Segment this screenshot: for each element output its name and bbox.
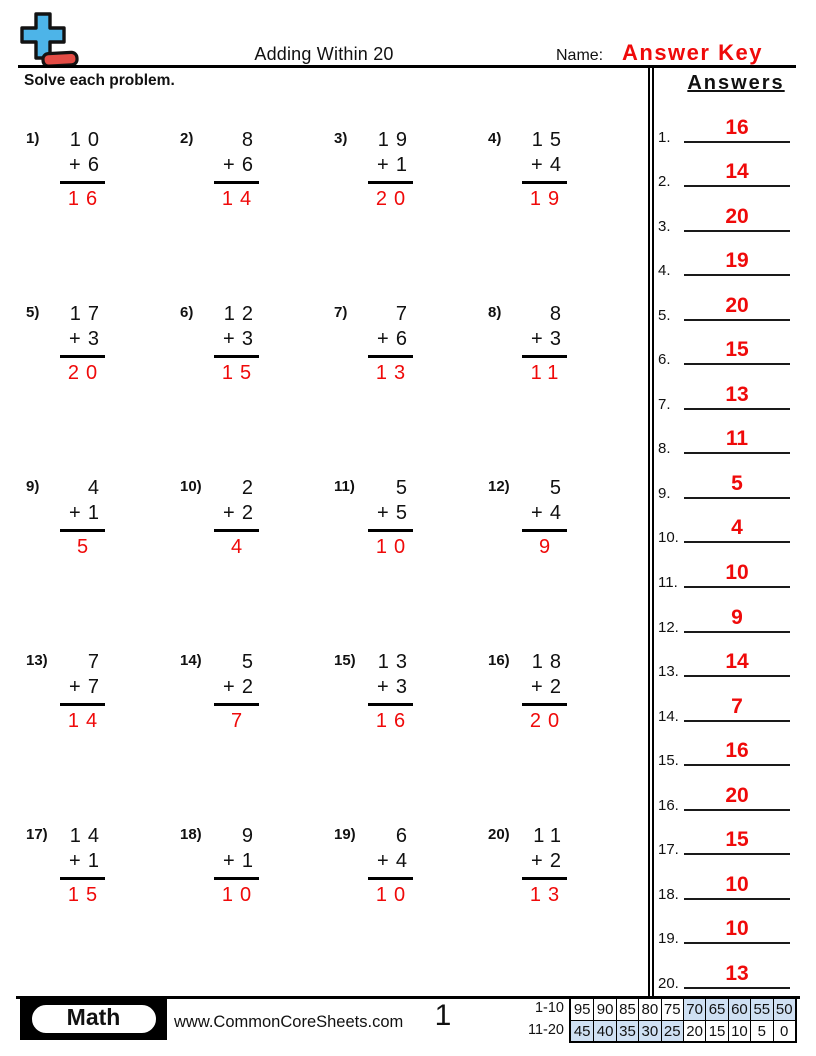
problem-bottom-operand: 6 <box>241 154 260 176</box>
answer-item-value: 15 <box>725 828 749 852</box>
answer-item-number: 1. <box>658 128 671 146</box>
answer-item <box>656 639 816 684</box>
answer-item-line <box>684 987 790 989</box>
answer-item-line <box>684 586 790 588</box>
problem <box>488 818 642 992</box>
problem <box>334 818 488 992</box>
problem-number: 11) <box>334 478 355 495</box>
score-cell: 85 <box>616 999 638 1020</box>
problem-answer: 20 <box>529 710 567 732</box>
problem-work <box>60 824 105 908</box>
answer-item-number: 17. <box>658 841 679 859</box>
problem-top-operand: 10 <box>69 129 106 151</box>
problem-bottom-row <box>377 327 414 352</box>
score-row-label: 1-10 <box>534 1000 564 1016</box>
answer-item <box>656 416 816 461</box>
problem-work <box>522 302 567 386</box>
answer-item-line <box>684 720 790 722</box>
problem-bottom-operand: 1 <box>241 850 260 872</box>
problems-grid <box>26 122 642 992</box>
answer-item-number: 11. <box>658 574 678 592</box>
problem-answer: 13 <box>529 884 567 906</box>
score-cell: 30 <box>638 1020 660 1041</box>
problem-work <box>368 302 413 386</box>
answer-item <box>656 906 816 951</box>
problem-operands <box>522 476 567 532</box>
answer-item-value: 20 <box>725 783 749 807</box>
problem-work <box>214 302 259 386</box>
problem-bottom-row <box>223 327 260 352</box>
problem <box>180 644 334 818</box>
answer-item-line <box>684 319 790 321</box>
problem-top-operand: 15 <box>531 129 568 151</box>
problem-number: 9) <box>26 478 40 495</box>
subject-badge <box>20 997 167 1040</box>
problem-operands <box>60 476 105 532</box>
problem-operands <box>368 650 413 706</box>
problem-work <box>214 824 259 908</box>
answer-item-value: 5 <box>731 471 743 495</box>
problem-bottom-row <box>531 153 568 178</box>
problem-answer: 16 <box>375 710 413 732</box>
problem <box>488 122 642 296</box>
problem-bottom-operand: 3 <box>549 328 568 350</box>
answer-item-line <box>684 942 790 944</box>
problem-top-operand: 9 <box>241 825 260 847</box>
problem-work <box>368 476 413 560</box>
problem-bottom-operand: 2 <box>549 850 568 872</box>
answer-item-number: 7. <box>658 395 671 413</box>
problem <box>26 818 180 992</box>
problem-operands <box>60 650 105 706</box>
problem-bottom-operand: 5 <box>395 502 414 524</box>
answer-item-value: 13 <box>725 961 749 985</box>
problem-number: 16) <box>488 652 510 669</box>
problem-answer: 4 <box>230 536 250 558</box>
problem-answer: 5 <box>76 536 96 558</box>
problem <box>26 470 180 644</box>
answer-item-line <box>684 274 790 276</box>
problem-answer: 19 <box>529 188 567 210</box>
problem-number: 20) <box>488 826 510 843</box>
answer-item <box>656 104 816 149</box>
problem-top-operand: 19 <box>377 129 414 151</box>
sidebar-divider <box>648 68 654 997</box>
problem-operands <box>214 650 259 706</box>
answer-item-number: 13. <box>658 663 679 681</box>
answer-item-value: 15 <box>725 338 749 362</box>
plus-operator: + <box>531 502 543 524</box>
plus-operator: + <box>531 676 543 698</box>
problem <box>26 122 180 296</box>
answer-item-line <box>684 363 790 365</box>
problem-operands <box>60 824 105 880</box>
answer-item-line <box>684 853 790 855</box>
answer-item-value: 10 <box>725 872 749 896</box>
answer-key-text: Answer Key <box>622 40 763 65</box>
score-table <box>518 997 797 1043</box>
score-cell: 45 <box>571 1020 593 1041</box>
problem-bottom-row <box>377 501 414 526</box>
score-cell: 95 <box>573 1001 591 1018</box>
score-cell: 0 <box>773 1020 795 1041</box>
problem-bottom-operand: 7 <box>87 676 106 698</box>
problem-top-operand: 5 <box>395 477 414 499</box>
problem-bottom-row <box>223 153 260 178</box>
answer-item-value: 11 <box>725 427 749 451</box>
problem-work <box>522 128 567 212</box>
answer-item-value: 10 <box>725 561 749 585</box>
score-cell: 15 <box>705 1020 727 1041</box>
problem <box>26 296 180 470</box>
problem-operands <box>214 128 259 184</box>
answer-item-number: 4. <box>658 262 671 280</box>
problem-answer: 14 <box>67 710 105 732</box>
answer-item-number: 19. <box>658 930 679 948</box>
plus-operator: + <box>69 328 81 350</box>
problem-bottom-row <box>531 327 568 352</box>
score-cell: 35 <box>616 1020 638 1041</box>
score-row-label: 11-20 <box>527 1022 564 1038</box>
answer-item <box>656 817 816 862</box>
problem-bottom-operand: 4 <box>395 850 414 872</box>
problem-bottom-operand: 3 <box>395 676 414 698</box>
problem-operands <box>522 302 567 358</box>
problem-number: 12) <box>488 478 510 495</box>
answer-item <box>656 327 816 372</box>
problem <box>488 296 642 470</box>
problem-bottom-operand: 2 <box>549 676 568 698</box>
score-cell: 25 <box>661 1020 683 1041</box>
problem <box>488 644 642 818</box>
answer-item-number: 20. <box>658 974 679 992</box>
answer-item-value: 4 <box>731 516 743 540</box>
answer-item-line <box>684 408 790 410</box>
score-cell: 65 <box>705 999 727 1020</box>
problem-work <box>522 476 567 560</box>
answer-item-number: 2. <box>658 173 671 191</box>
problem-bottom-row <box>223 849 260 874</box>
problem-bottom-row <box>69 327 106 352</box>
answer-item-line <box>684 764 790 766</box>
answer-item-line <box>684 185 790 187</box>
problem <box>180 296 334 470</box>
problem-bottom-operand: 2 <box>241 676 260 698</box>
plus-operator: + <box>69 850 81 872</box>
problem-number: 13) <box>26 652 48 669</box>
problem-bottom-row <box>531 849 568 874</box>
page-number: 1 <box>434 999 452 1032</box>
problem-top-operand: 11 <box>533 825 568 847</box>
answers-title: Answers <box>687 72 785 94</box>
answer-item-value: 19 <box>725 249 749 273</box>
problem-number: 8) <box>488 304 502 321</box>
answer-item-line <box>684 141 790 143</box>
problem-top-operand: 7 <box>87 651 106 673</box>
website-url: www.CommonCoreSheets.com <box>174 1013 404 1031</box>
problem-top-operand: 5 <box>549 477 568 499</box>
problem-bottom-operand: 1 <box>87 850 106 872</box>
problem-top-operand: 5 <box>241 651 260 673</box>
answer-item-line <box>684 497 790 499</box>
problem-top-operand: 2 <box>241 477 260 499</box>
problem-operands <box>522 824 567 880</box>
answer-item-line <box>684 452 790 454</box>
answer-item <box>656 683 816 728</box>
problem-operands <box>522 128 567 184</box>
problem-number: 15) <box>334 652 356 669</box>
problem-number: 10) <box>180 478 202 495</box>
problem-bottom-row <box>531 675 568 700</box>
problem-bottom-row <box>69 849 106 874</box>
problem-top-operand: 6 <box>395 825 414 847</box>
problem-number: 18) <box>180 826 202 843</box>
answer-item <box>656 505 816 550</box>
problem-work <box>60 650 105 734</box>
answer-item-value: 9 <box>731 605 743 629</box>
score-cell: 40 <box>593 1020 615 1041</box>
problem-bottom-operand: 4 <box>549 154 568 176</box>
problem <box>334 644 488 818</box>
problem-work <box>60 476 105 560</box>
problem <box>334 122 488 296</box>
problem-bottom-row <box>69 675 106 700</box>
problem-bottom-operand: 1 <box>395 154 414 176</box>
answer-item <box>656 861 816 906</box>
problem-number: 2) <box>180 130 194 147</box>
problem-answer: 15 <box>221 362 259 384</box>
problem-bottom-operand: 4 <box>549 502 568 524</box>
answer-item-line <box>684 809 790 811</box>
answer-item-value: 10 <box>725 917 749 941</box>
problem-operands <box>60 128 105 184</box>
answer-item-value: 14 <box>725 160 749 184</box>
problem-top-operand: 8 <box>241 129 260 151</box>
answer-item-line <box>684 631 790 633</box>
plus-operator: + <box>223 328 235 350</box>
problem-answer: 10 <box>375 536 413 558</box>
plus-operator: + <box>69 676 81 698</box>
problem <box>334 470 488 644</box>
problem-bottom-row <box>69 153 106 178</box>
problem-operands <box>214 302 259 358</box>
problem-bottom-operand: 3 <box>241 328 260 350</box>
problem <box>180 818 334 992</box>
plus-operator: + <box>69 154 81 176</box>
answer-item-number: 5. <box>658 306 671 324</box>
problem-number: 14) <box>180 652 202 669</box>
answer-item-number: 14. <box>658 707 679 725</box>
problem-work <box>368 128 413 212</box>
problem-bottom-operand: 6 <box>395 328 414 350</box>
score-cell: 70 <box>683 999 705 1020</box>
problem-bottom-row <box>223 501 260 526</box>
plus-operator: + <box>531 328 543 350</box>
worksheet-title: Adding Within 20 <box>254 44 394 64</box>
answer-item-value: 14 <box>725 650 749 674</box>
problem-work <box>60 302 105 386</box>
problem-answer: 15 <box>67 884 105 906</box>
answer-item-number: 3. <box>658 217 671 235</box>
problem-answer: 10 <box>375 884 413 906</box>
problem-bottom-operand: 3 <box>87 328 106 350</box>
answer-item-value: 13 <box>725 382 749 406</box>
answer-item-line <box>684 898 790 900</box>
score-cell: 60 <box>728 999 750 1020</box>
answer-item-number: 12. <box>658 618 679 636</box>
plus-operator: + <box>223 502 235 524</box>
problem-work <box>368 650 413 734</box>
score-cell: 55 <box>750 999 772 1020</box>
answer-item <box>656 238 816 283</box>
score-cell: 80 <box>638 999 660 1020</box>
problem-number: 6) <box>180 304 194 321</box>
answer-item-number: 16. <box>658 796 679 814</box>
plus-operator: + <box>531 154 543 176</box>
answer-item-value: 16 <box>725 115 749 139</box>
plus-operator: + <box>69 502 81 524</box>
problem-answer: 14 <box>221 188 259 210</box>
problem-bottom-row <box>377 849 414 874</box>
answer-item <box>656 193 816 238</box>
plus-operator: + <box>377 502 389 524</box>
answer-item-number: 10. <box>658 529 679 547</box>
problem-top-operand: 12 <box>223 303 260 325</box>
name-label: Name: <box>556 47 604 64</box>
problem-number: 5) <box>26 304 40 321</box>
problem-operands <box>368 824 413 880</box>
answer-item-number: 18. <box>658 885 679 903</box>
problem-answer: 10 <box>221 884 259 906</box>
score-cell: 10 <box>728 1020 750 1041</box>
problem-number: 19) <box>334 826 356 843</box>
score-cell: 75 <box>661 999 683 1020</box>
answer-item <box>656 950 816 995</box>
answer-item-value: 7 <box>731 694 743 718</box>
problem-answer: 13 <box>375 362 413 384</box>
problem-operands <box>60 302 105 358</box>
problem-operands <box>368 476 413 532</box>
answer-item <box>656 728 816 773</box>
problem-top-operand: 17 <box>69 303 106 325</box>
problem-top-operand: 7 <box>395 303 414 325</box>
answer-item-value: 20 <box>725 204 749 228</box>
answer-item-line <box>684 675 790 677</box>
answer-item <box>656 282 816 327</box>
problem-work <box>214 650 259 734</box>
instruction-text: Solve each problem. <box>24 72 175 89</box>
score-grid <box>569 997 797 1043</box>
answer-item <box>656 594 816 639</box>
plus-operator: + <box>223 850 235 872</box>
plus-operator: + <box>377 676 389 698</box>
problem-operands <box>214 824 259 880</box>
answer-item-number: 8. <box>658 440 671 458</box>
problem-top-operand: 13 <box>377 651 414 673</box>
problem <box>488 470 642 644</box>
problem <box>180 470 334 644</box>
answer-item <box>656 371 816 416</box>
problem-number: 7) <box>334 304 348 321</box>
problem-work <box>214 128 259 212</box>
problem-number: 1) <box>26 130 40 147</box>
plus-operator: + <box>223 676 235 698</box>
problem-answer: 11 <box>530 362 566 384</box>
subject-badge-label: Math <box>29 1002 159 1036</box>
score-cell: 5 <box>750 1020 772 1041</box>
problem-top-operand: 4 <box>87 477 106 499</box>
answer-item <box>656 149 816 194</box>
problem-number: 3) <box>334 130 348 147</box>
problem-top-operand: 14 <box>69 825 106 847</box>
problem-operands <box>522 650 567 706</box>
answer-item-number: 15. <box>658 752 679 770</box>
problem-top-operand: 18 <box>531 651 568 673</box>
problem-work <box>522 650 567 734</box>
problem-answer: 9 <box>538 536 558 558</box>
problem-answer: 20 <box>67 362 105 384</box>
answer-item <box>656 460 816 505</box>
answer-item-number: 9. <box>658 484 671 502</box>
problem-number: 17) <box>26 826 48 843</box>
problem-operands <box>368 128 413 184</box>
problem-work <box>522 824 567 908</box>
problem-top-operand: 8 <box>549 303 568 325</box>
answers-panel <box>656 68 816 997</box>
plus-operator: + <box>377 328 389 350</box>
answers-list <box>656 104 816 995</box>
problem-operands <box>368 302 413 358</box>
problem-operands <box>214 476 259 532</box>
answer-item <box>656 549 816 594</box>
problem-answer: 20 <box>375 188 413 210</box>
problem <box>180 122 334 296</box>
plus-operator: + <box>377 154 389 176</box>
problem-bottom-row <box>377 675 414 700</box>
answer-item <box>656 772 816 817</box>
problem-answer: 16 <box>67 188 105 210</box>
problem-bottom-row <box>531 501 568 526</box>
answer-item-value: 20 <box>725 293 749 317</box>
problem-bottom-operand: 2 <box>241 502 260 524</box>
answer-item-number: 6. <box>658 351 671 369</box>
problem-number: 4) <box>488 130 502 147</box>
problem-work <box>368 824 413 908</box>
score-table-labels <box>518 997 569 1043</box>
score-cell: 50 <box>773 999 795 1020</box>
problem-bottom-row <box>69 501 106 526</box>
problem <box>26 644 180 818</box>
problem-bottom-row <box>223 675 260 700</box>
answer-item-line <box>684 541 790 543</box>
plus-operator: + <box>223 154 235 176</box>
answer-item-line <box>684 230 790 232</box>
problem-answer: 7 <box>230 710 250 732</box>
problem-work <box>214 476 259 560</box>
plus-operator: + <box>377 850 389 872</box>
problem <box>334 296 488 470</box>
problem-bottom-operand: 6 <box>87 154 106 176</box>
answer-item-value: 16 <box>725 739 749 763</box>
problem-work <box>60 128 105 212</box>
problem-bottom-operand: 1 <box>87 502 106 524</box>
plus-operator: + <box>531 850 543 872</box>
problem-bottom-row <box>377 153 414 178</box>
score-cell: 20 <box>683 1020 705 1041</box>
score-cell: 90 <box>593 999 615 1020</box>
